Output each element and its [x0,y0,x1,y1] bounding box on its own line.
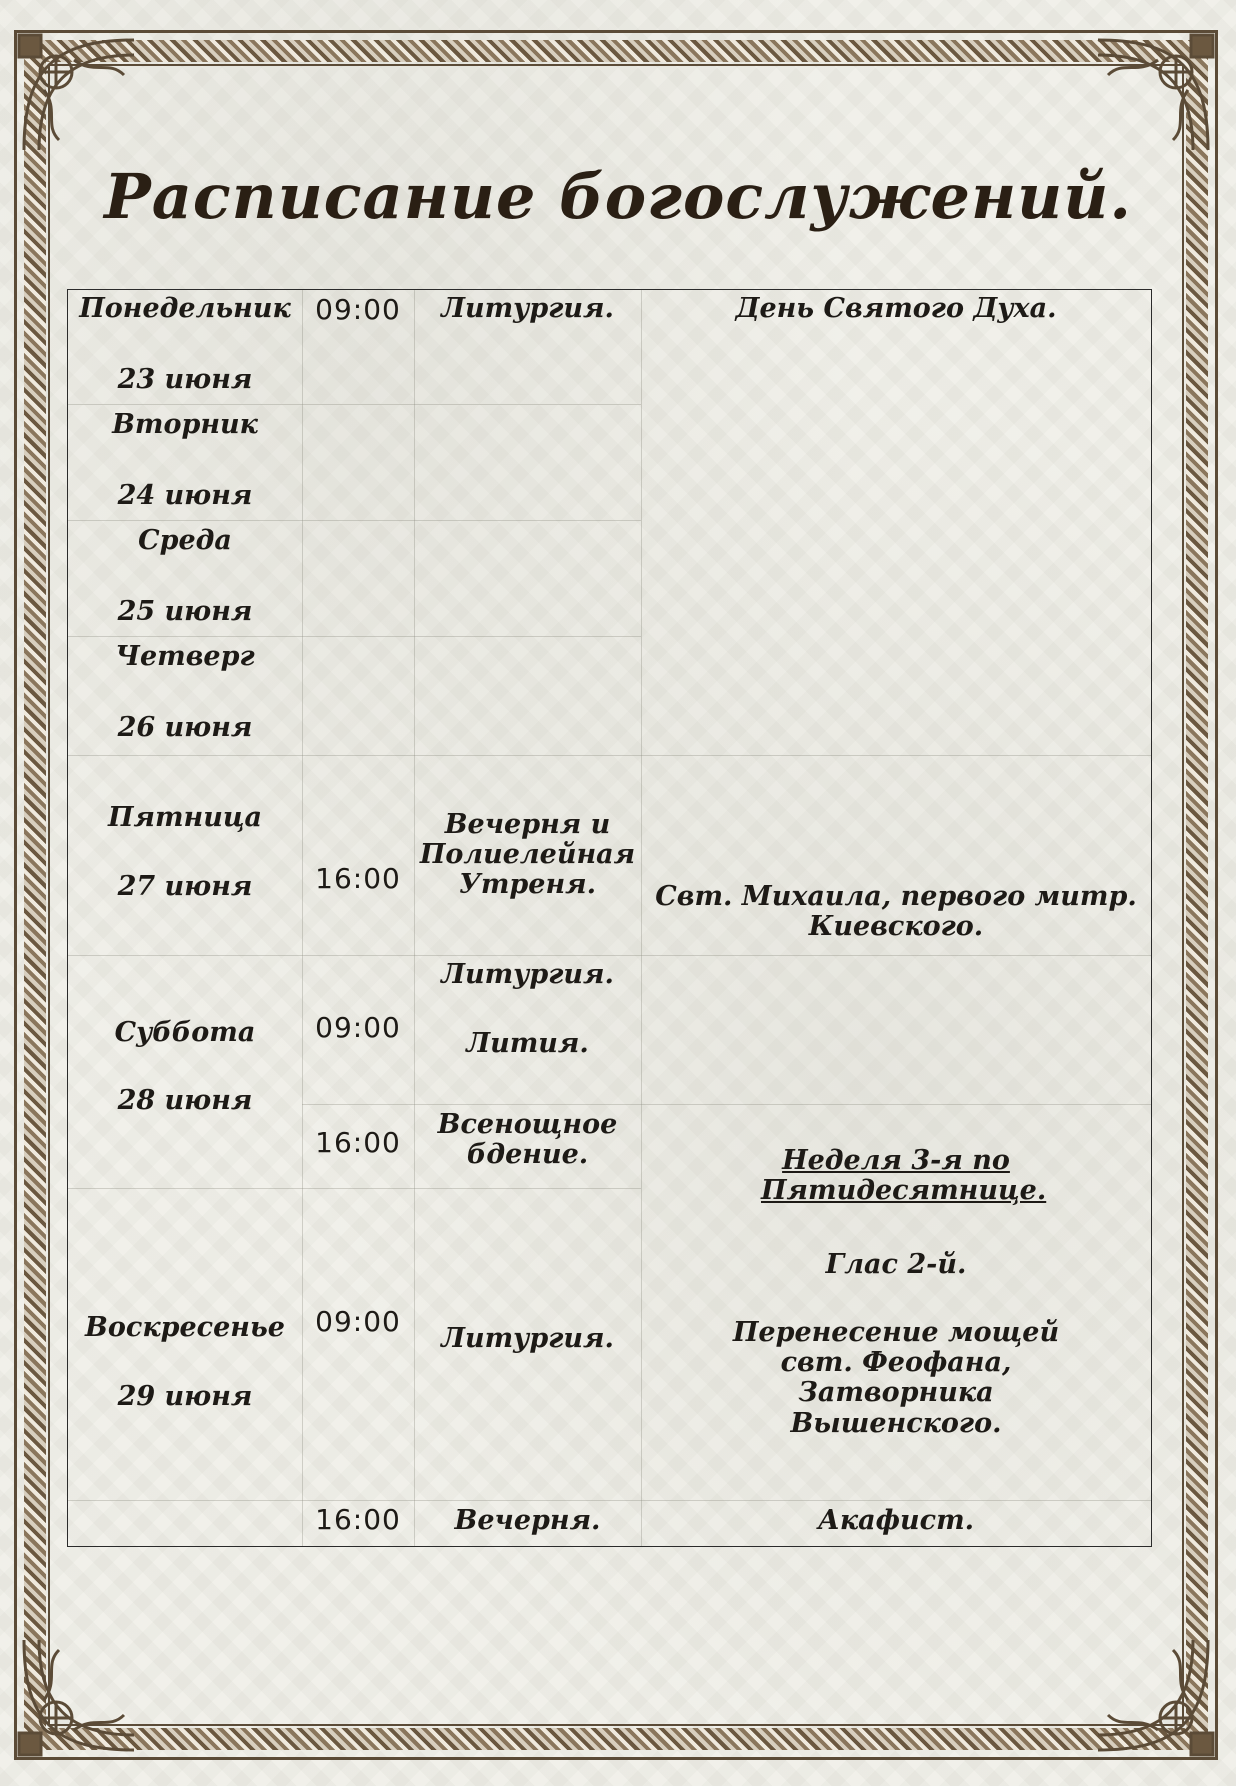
day-date: 25 июня [117,596,253,627]
corner-ornament-bottom-right [1088,1630,1218,1760]
feast-text: День Святого Духа. [735,293,1057,324]
day-name: Суббота [114,1017,256,1048]
feast-text: Акафист. [817,1505,975,1536]
service-name: Вечерня. [454,1505,601,1536]
day-name: Четверг [115,641,255,672]
grid-line [68,404,641,405]
day-date: 24 июня [117,480,253,511]
day-name: Воскресенье [85,1312,285,1343]
service-time: 09:00 [315,1305,401,1338]
schedule-table [67,289,1152,1547]
day-date: 26 июня [117,712,253,743]
feast-voice: Глас 2-й. [825,1249,967,1280]
day-date: 28 июня [117,1085,253,1116]
grid-line [68,1500,1151,1501]
feast-text: Свт. Михаила, первого митр. Киевского. [655,881,1137,943]
feast-title: Неделя 3-я по Пятидесятнице. [761,1145,1047,1207]
grid-line [68,755,1151,756]
service-time: 16:00 [315,1503,401,1536]
service-name: Лития. [466,1028,589,1059]
page-title: Расписание богослужений. [104,160,1132,233]
grid-line [68,955,1151,956]
corner-ornament-top-right [1088,30,1218,160]
service-name: Литургия. [441,1323,614,1354]
grid-line [414,290,415,1546]
day-date: 27 июня [117,871,253,902]
day-name: Среда [138,525,232,556]
day-name: Вторник [112,409,258,440]
day-name: Пятница [107,802,263,833]
day-date: 29 июня [117,1381,253,1412]
service-name: Литургия. [441,293,614,324]
day-name: Понедельник [79,293,291,324]
service-time: 09:00 [315,1011,401,1044]
corner-ornament-bottom-left [14,1630,144,1760]
service-name: Литургия. [441,959,614,990]
grid-line [302,1104,1151,1105]
grid-line [68,636,641,637]
service-time: 09:00 [315,293,401,326]
grid-line [68,1188,641,1189]
service-name: Вечерня и Полиелейная Утреня. [419,809,636,901]
feast-text: Перенесение мощей свт. Феофана, Затворника Вышенского. [732,1317,1060,1439]
corner-ornament-top-left [14,30,144,160]
service-name: Всенощное бдение. [437,1109,618,1171]
service-time: 16:00 [315,1126,401,1159]
day-date: 23 июня [117,364,253,395]
grid-line [302,290,303,1546]
service-time: 16:00 [315,862,401,895]
grid-line [68,520,641,521]
